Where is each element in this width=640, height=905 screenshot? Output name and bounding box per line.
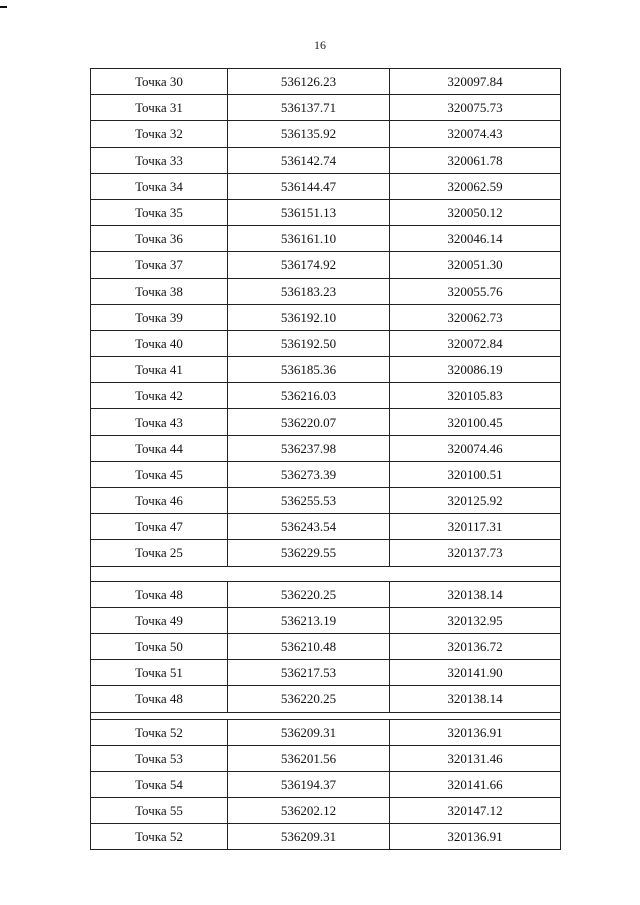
point-name-cell: Точка 38 xyxy=(91,278,228,304)
x-coordinate-cell: 536209.31 xyxy=(228,824,390,850)
point-name-cell: Точка 37 xyxy=(91,252,228,278)
point-name-cell: Точка 52 xyxy=(91,719,228,745)
y-coordinate-cell: 320117.31 xyxy=(390,514,561,540)
y-coordinate-cell: 320147.12 xyxy=(390,798,561,824)
group-separator-row xyxy=(91,712,561,719)
x-coordinate-cell: 536243.54 xyxy=(228,514,390,540)
x-coordinate-cell: 536217.53 xyxy=(228,660,390,686)
x-coordinate-cell: 536151.13 xyxy=(228,199,390,225)
y-coordinate-cell: 320051.30 xyxy=(390,252,561,278)
point-name-cell: Точка 49 xyxy=(91,607,228,633)
y-coordinate-cell: 320132.95 xyxy=(390,607,561,633)
x-coordinate-cell: 536220.25 xyxy=(228,581,390,607)
point-name-cell: Точка 40 xyxy=(91,330,228,356)
table-row xyxy=(91,357,561,383)
x-coordinate-cell: 536183.23 xyxy=(228,278,390,304)
x-coordinate-cell: 536201.56 xyxy=(228,745,390,771)
x-coordinate-cell: 536135.92 xyxy=(228,121,390,147)
group-separator-cell xyxy=(91,566,561,581)
point-name-cell: Точка 34 xyxy=(91,173,228,199)
scan-corner-mark xyxy=(0,6,7,8)
table-row xyxy=(91,199,561,225)
point-name-cell: Точка 43 xyxy=(91,409,228,435)
point-name-cell: Точка 47 xyxy=(91,514,228,540)
table-row xyxy=(91,252,561,278)
x-coordinate-cell: 536213.19 xyxy=(228,607,390,633)
x-coordinate-cell: 536194.37 xyxy=(228,771,390,797)
x-coordinate-cell: 536209.31 xyxy=(228,719,390,745)
y-coordinate-cell: 320072.84 xyxy=(390,330,561,356)
y-coordinate-cell: 320100.45 xyxy=(390,409,561,435)
point-name-cell: Точка 42 xyxy=(91,383,228,409)
y-coordinate-cell: 320086.19 xyxy=(390,357,561,383)
x-coordinate-cell: 536185.36 xyxy=(228,357,390,383)
table-row xyxy=(91,383,561,409)
coordinates-table-body xyxy=(91,69,561,850)
table-row xyxy=(91,95,561,121)
y-coordinate-cell: 320141.66 xyxy=(390,771,561,797)
point-name-cell: Точка 35 xyxy=(91,199,228,225)
table-row xyxy=(91,173,561,199)
y-coordinate-cell: 320105.83 xyxy=(390,383,561,409)
point-name-cell: Точка 45 xyxy=(91,461,228,487)
y-coordinate-cell: 320062.73 xyxy=(390,304,561,330)
table-row xyxy=(91,435,561,461)
y-coordinate-cell: 320136.72 xyxy=(390,633,561,659)
y-coordinate-cell: 320138.14 xyxy=(390,581,561,607)
y-coordinate-cell: 320075.73 xyxy=(390,95,561,121)
point-name-cell: Точка 55 xyxy=(91,798,228,824)
point-name-cell: Точка 31 xyxy=(91,95,228,121)
table-row xyxy=(91,226,561,252)
table-row xyxy=(91,147,561,173)
point-name-cell: Точка 50 xyxy=(91,633,228,659)
x-coordinate-cell: 536142.74 xyxy=(228,147,390,173)
table-row xyxy=(91,607,561,633)
table-row xyxy=(91,719,561,745)
x-coordinate-cell: 536220.25 xyxy=(228,686,390,712)
point-name-cell: Точка 36 xyxy=(91,226,228,252)
x-coordinate-cell: 536144.47 xyxy=(228,173,390,199)
table-row xyxy=(91,330,561,356)
x-coordinate-cell: 536192.10 xyxy=(228,304,390,330)
y-coordinate-cell: 320136.91 xyxy=(390,719,561,745)
point-name-cell: Точка 41 xyxy=(91,357,228,383)
table-row xyxy=(91,278,561,304)
x-coordinate-cell: 536161.10 xyxy=(228,226,390,252)
x-coordinate-cell: 536174.92 xyxy=(228,252,390,278)
y-coordinate-cell: 320055.76 xyxy=(390,278,561,304)
x-coordinate-cell: 536192.50 xyxy=(228,330,390,356)
y-coordinate-cell: 320050.12 xyxy=(390,199,561,225)
point-name-cell: Точка 53 xyxy=(91,745,228,771)
x-coordinate-cell: 536220.07 xyxy=(228,409,390,435)
x-coordinate-cell: 536126.23 xyxy=(228,69,390,95)
x-coordinate-cell: 536210.48 xyxy=(228,633,390,659)
point-name-cell: Точка 30 xyxy=(91,69,228,95)
table-row xyxy=(91,798,561,824)
table-row xyxy=(91,409,561,435)
table-row xyxy=(91,69,561,95)
y-coordinate-cell: 320074.43 xyxy=(390,121,561,147)
y-coordinate-cell: 320074.46 xyxy=(390,435,561,461)
y-coordinate-cell: 320136.91 xyxy=(390,824,561,850)
table-row xyxy=(91,488,561,514)
point-name-cell: Точка 52 xyxy=(91,824,228,850)
group-separator-row xyxy=(91,566,561,581)
page-number: 16 xyxy=(314,38,326,52)
group-separator-cell xyxy=(91,712,561,719)
y-coordinate-cell: 320141.90 xyxy=(390,660,561,686)
y-coordinate-cell: 320138.14 xyxy=(390,686,561,712)
table-row xyxy=(91,824,561,850)
table-row xyxy=(91,633,561,659)
point-name-cell: Точка 32 xyxy=(91,121,228,147)
y-coordinate-cell: 320097.84 xyxy=(390,69,561,95)
x-coordinate-cell: 536237.98 xyxy=(228,435,390,461)
y-coordinate-cell: 320100.51 xyxy=(390,461,561,487)
table-row xyxy=(91,304,561,330)
y-coordinate-cell: 320137.73 xyxy=(390,540,561,566)
point-name-cell: Точка 54 xyxy=(91,771,228,797)
table-row xyxy=(91,660,561,686)
table-row xyxy=(91,461,561,487)
x-coordinate-cell: 536255.53 xyxy=(228,488,390,514)
y-coordinate-cell: 320046.14 xyxy=(390,226,561,252)
point-name-cell: Точка 48 xyxy=(91,581,228,607)
x-coordinate-cell: 536216.03 xyxy=(228,383,390,409)
table-row xyxy=(91,121,561,147)
table-row xyxy=(91,771,561,797)
point-name-cell: Точка 25 xyxy=(91,540,228,566)
x-coordinate-cell: 536137.71 xyxy=(228,95,390,121)
y-coordinate-cell: 320131.46 xyxy=(390,745,561,771)
point-name-cell: Точка 44 xyxy=(91,435,228,461)
table-row xyxy=(91,686,561,712)
y-coordinate-cell: 320061.78 xyxy=(390,147,561,173)
table-row xyxy=(91,540,561,566)
y-coordinate-cell: 320062.59 xyxy=(390,173,561,199)
point-name-cell: Точка 46 xyxy=(91,488,228,514)
point-name-cell: Точка 51 xyxy=(91,660,228,686)
point-name-cell: Точка 39 xyxy=(91,304,228,330)
point-name-cell: Точка 33 xyxy=(91,147,228,173)
x-coordinate-cell: 536229.55 xyxy=(228,540,390,566)
table-row xyxy=(91,581,561,607)
point-name-cell: Точка 48 xyxy=(91,686,228,712)
coordinates-table xyxy=(90,68,561,850)
x-coordinate-cell: 536273.39 xyxy=(228,461,390,487)
x-coordinate-cell: 536202.12 xyxy=(228,798,390,824)
table-row xyxy=(91,745,561,771)
y-coordinate-cell: 320125.92 xyxy=(390,488,561,514)
table-row xyxy=(91,514,561,540)
